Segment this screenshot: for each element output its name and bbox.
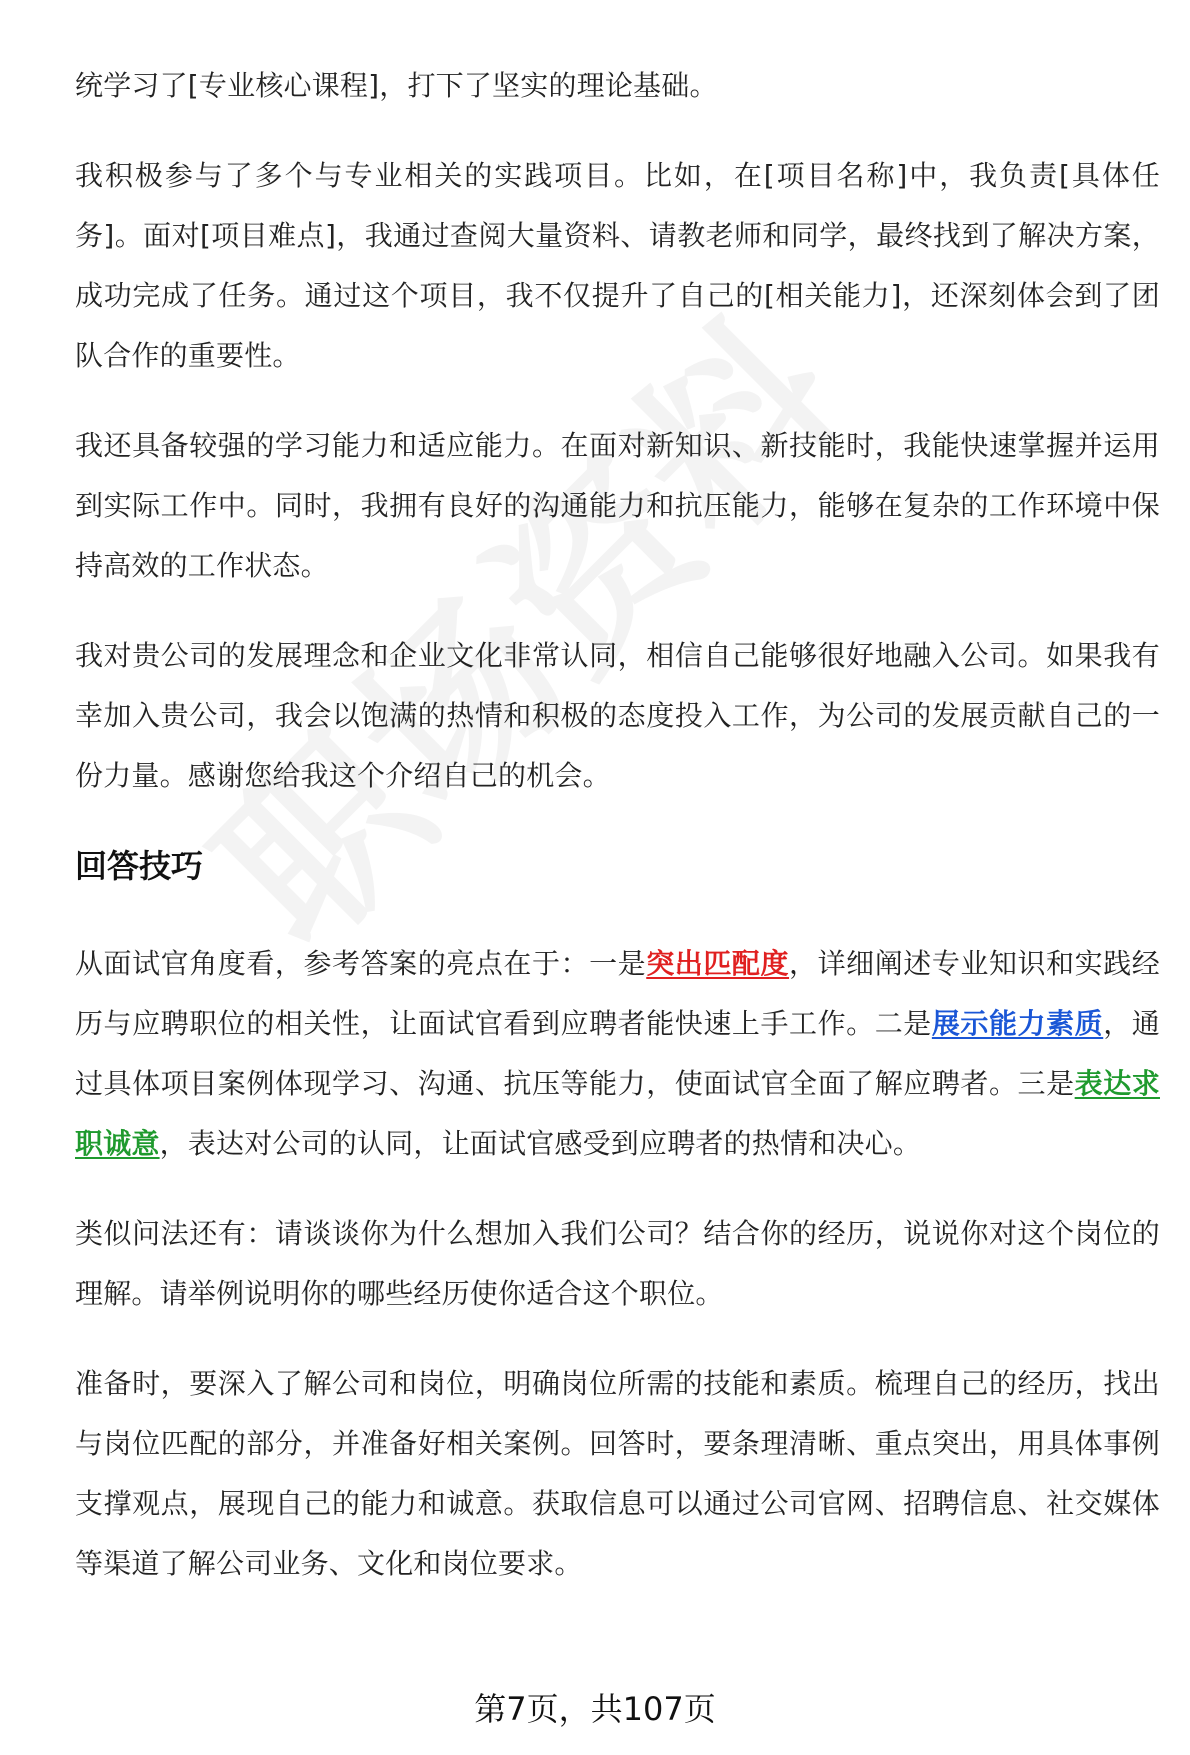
highlight-sincerity: 表达求职诚意 (75, 1067, 1160, 1160)
highlight-ability: 展示能力素质 (931, 1007, 1104, 1040)
tips-text-3: ，通过具体项目案例体现学习、沟通、抗压等能力，使面试官全面了解应聘者。三是 (75, 1007, 1160, 1100)
paragraph-continuation: 统学习了[专业核心课程]，打下了坚实的理论基础。 (75, 69, 718, 102)
tips-text-1: 从面试官角度看，参考答案的亮点在于：一是 (75, 947, 647, 980)
paragraph-preparation: 准备时，要深入了解公司和岗位，明确岗位所需的技能和素质。梳理自己的经历，找出与岗位匹配的部分，并准备好相关案例。回答时，要条理清晰、重点突出，用具体事例支撑观点，展现自己的能力和诚意。获取信息可以通过公司官网、招聘信息、社交媒体等渠道了解公司业务、文化和岗位要求。 (75, 1367, 1160, 1580)
tips-text-4: ，表达对公司的认同，让面试官感受到应聘者的热情和决心。 (159, 1127, 922, 1160)
tips-text-2: ，详细阐述专业知识和实践经历与应聘职位的相关性，让面试官看到应聘者能快速上手工作。二是 (75, 947, 1160, 1040)
paragraph-abilities: 我还具备较强的学习能力和适应能力。在面对新知识、新技能时，我能快速掌握并运用到实际工作中。同时，我拥有良好的沟通能力和抗压能力，能够在复杂的工作环境中保持高效的工作状态。 (75, 429, 1160, 582)
paragraph-practice: 我积极参与了多个与专业相关的实践项目。比如，在[项目名称]中，我负责[具体任务]。面对[项目难点]，我通过查阅大量资料、请教老师和同学，最终找到了解决方案，成功完成了任务。通过这个项目，我不仅提升了自己的[相关能力]，还深刻体会到了团队合作的重要性。 (75, 159, 1160, 372)
page-content (75, 56, 1160, 1594)
section-heading: 回答技巧 (75, 847, 204, 885)
paragraph-tips (75, 934, 1160, 1174)
paragraph-similar-questions: 类似问法还有：请谈谈你为什么想加入我们公司？结合你的经历，说说你对这个岗位的理解。请举例说明你的哪些经历使你适合这个职位。 (75, 1217, 1160, 1310)
highlight-match: 突出匹配度 (646, 947, 790, 980)
page-number-footer: 第7页，共107页 (474, 1690, 716, 1728)
paragraph-company-fit: 我对贵公司的发展理念和企业文化非常认同，相信自己能够很好地融入公司。如果我有幸加入贵公司，我会以饱满的热情和积极的态度投入工作，为公司的发展贡献自己的一份力量。感谢您给我这个介绍自己的机会。 (75, 639, 1160, 792)
